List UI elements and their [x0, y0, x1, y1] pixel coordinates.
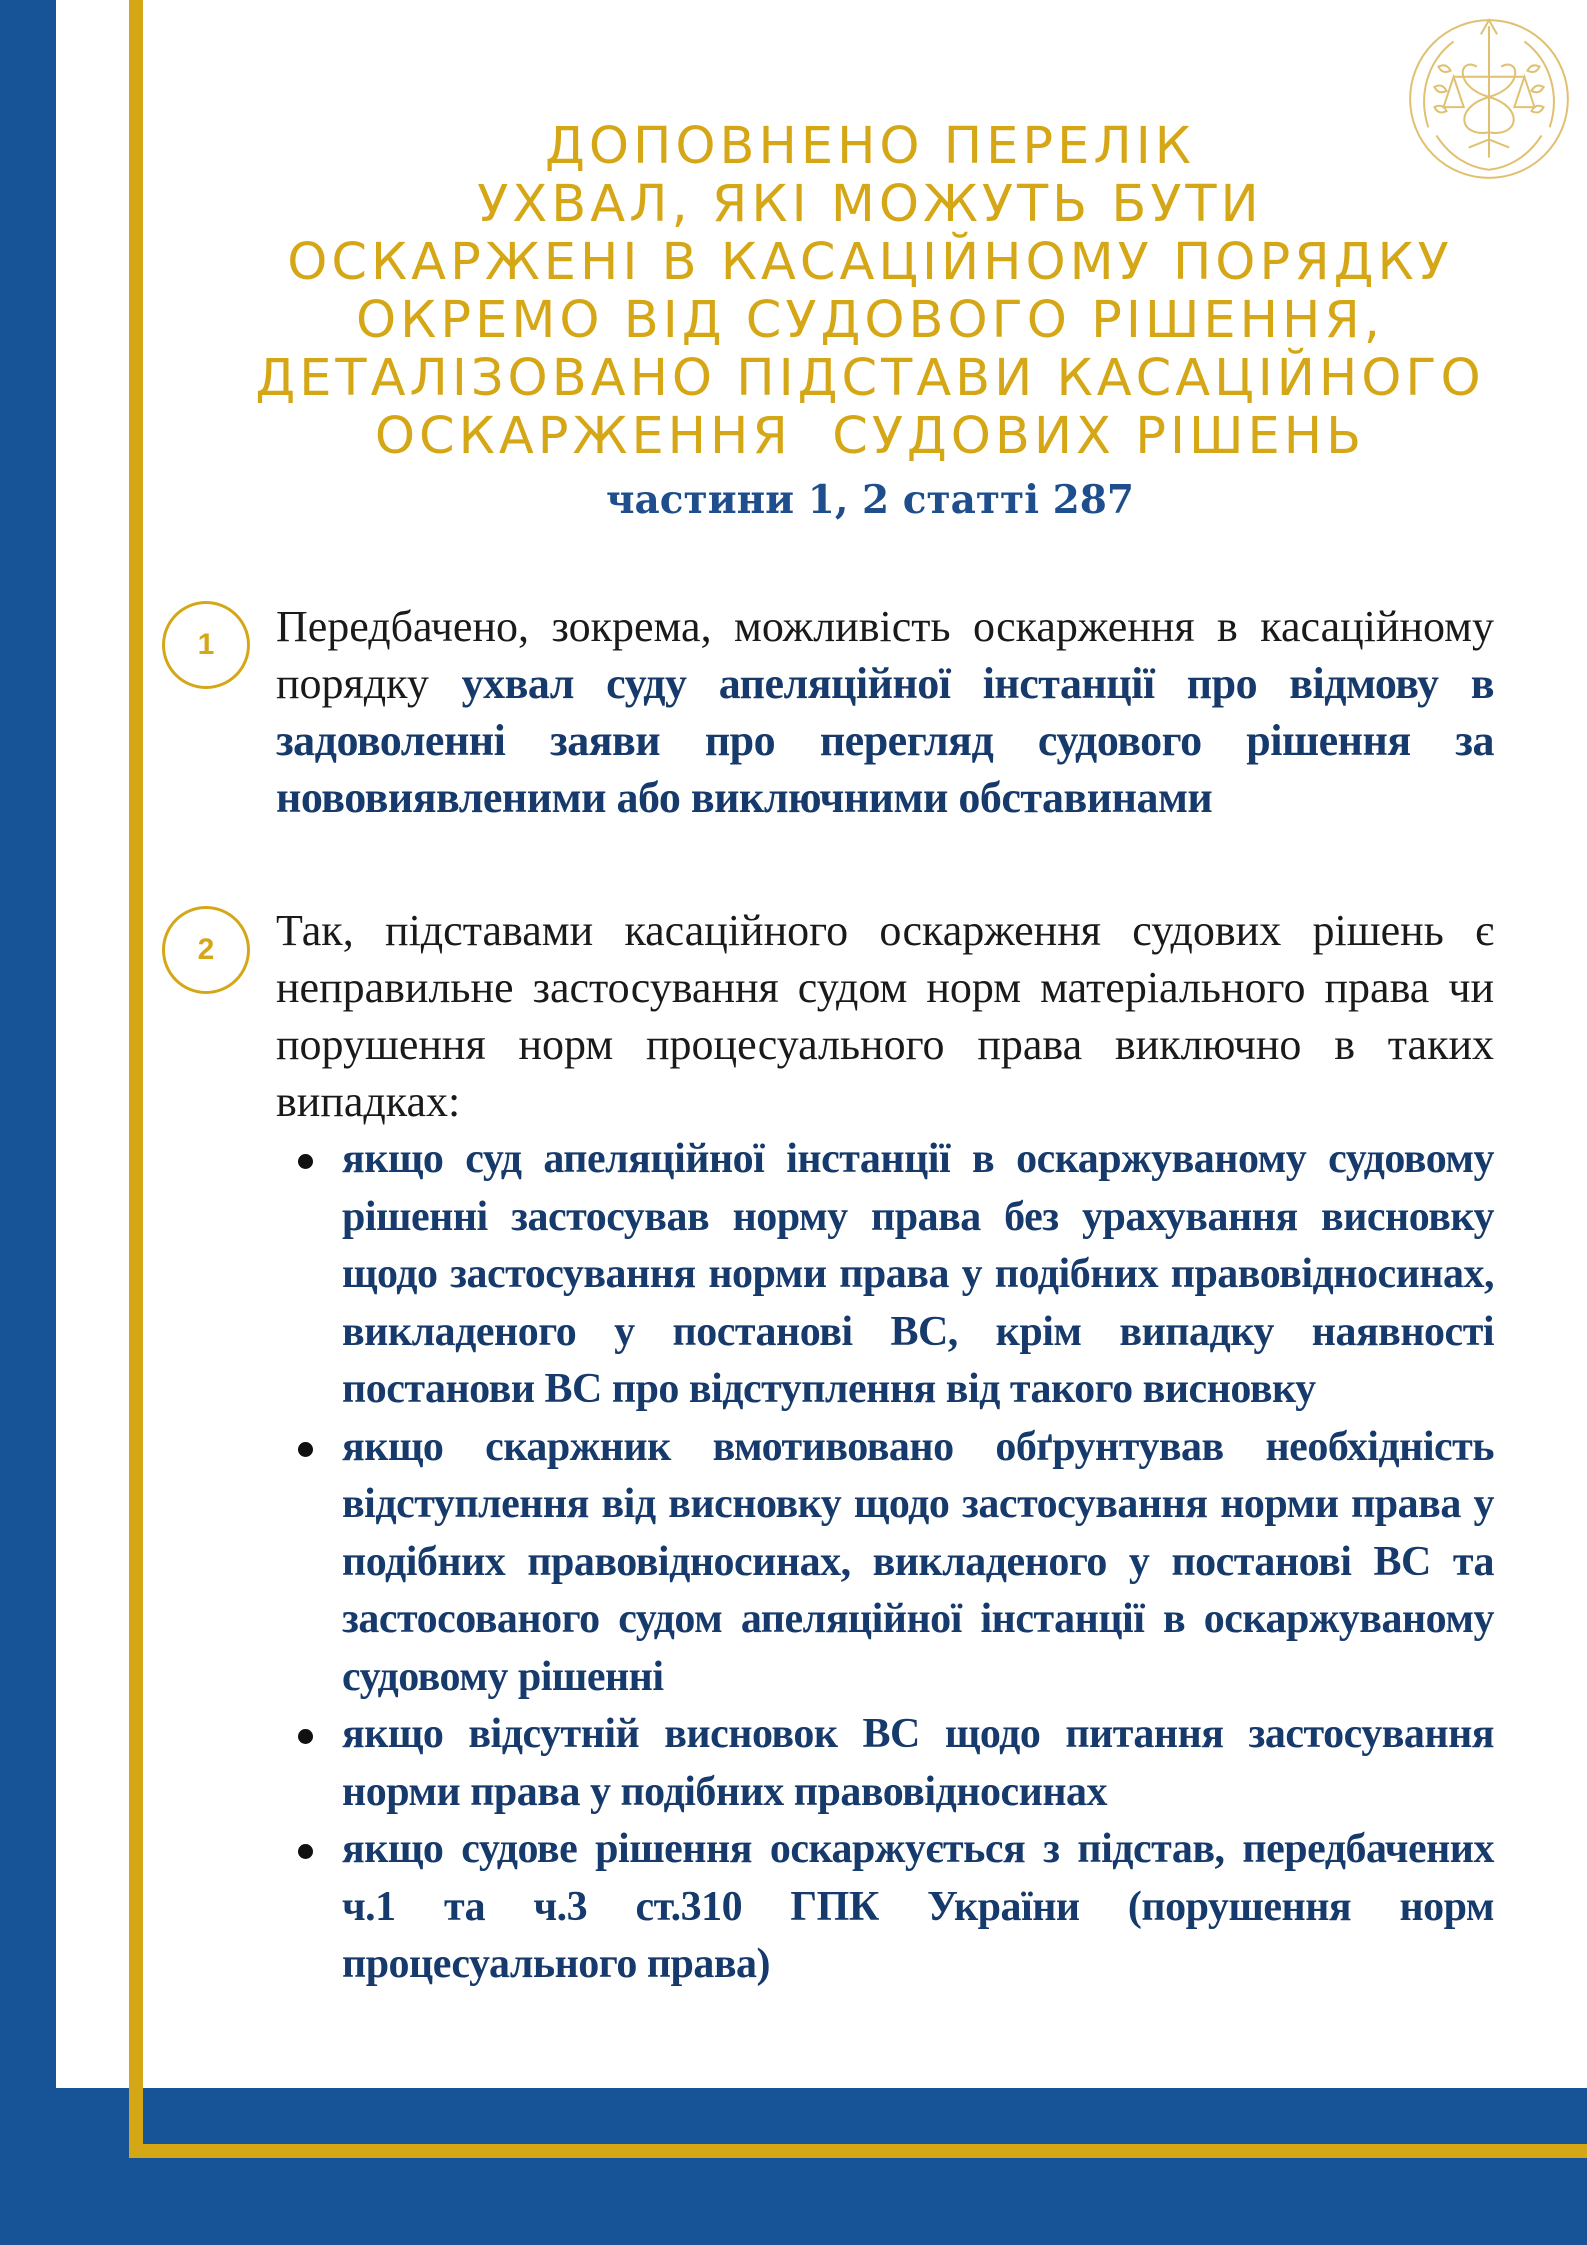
left-gold-line — [129, 0, 143, 2158]
item-1-text — [276, 598, 1494, 826]
list-item — [292, 1131, 1494, 1419]
bottom-blue-band — [0, 2088, 1587, 2245]
list-item — [292, 1821, 1494, 1994]
item-2-text: Так, підставами касаційного оскарження судових рішень є неправильне застосування судом норм матеріального права чи порушення норм процесуального права виключно в таких випадках: — [276, 906, 1494, 1126]
title-line: ОСКАРЖЕННЯ СУДОВИХ РІШЕНЬ — [374, 407, 1366, 466]
item-number-badge: 2 — [162, 906, 250, 994]
bullet-icon — [298, 1442, 313, 1457]
bullet-icon — [298, 1154, 313, 1169]
item-1-plain-text: Передбачено, зокрема, можливість оскарження в касаційному порядку — [276, 602, 1494, 708]
bullet-text: якщо судове рішення оскаржується з підстав, передбачених ч.1 та ч.3 ст.310 ГПК України (порушення норм процесуального права) — [342, 1826, 1494, 1987]
title-line: ДЕТАЛІЗОВАНО ПІДСТАВИ КАСАЦІЙНОГО — [255, 349, 1485, 408]
list-item — [292, 1419, 1494, 1707]
title-line: ДОПОВНЕНО ПЕРЕЛІК — [545, 117, 1195, 176]
page-subtitle: частини 1, 2 статті 287 — [605, 477, 1135, 523]
title-line: ОСКАРЖЕНІ В КАСАЦІЙНОМУ ПОРЯДКУ — [287, 233, 1453, 292]
list-item — [292, 1706, 1494, 1821]
bullet-text: якщо скаржник вмотивовано обґрунтував необхідність відступлення від висновку щодо застосування норми права у подібних правовідносинах, викладеного у постанові ВС та застосованого судом апеляційної інстанції в оскаржуваному судовому рішенні — [342, 1423, 1494, 1700]
title-line: УХВАЛ, ЯКІ МОЖУТЬ БУТИ — [477, 175, 1263, 234]
bullet-text: якщо відсутній висновок ВС щодо питання застосування норми права у подібних правовідносинах — [342, 1711, 1494, 1815]
item-1-bold-text: ухвал суду апеляційної інстанції про відмову в задоволенні заяви про перегляд судового рішення за нововиявленими або виключними обставинами — [276, 659, 1494, 822]
bottom-gold-line — [129, 2144, 1587, 2158]
page-title — [160, 118, 1580, 466]
bullet-icon — [298, 1729, 313, 1744]
left-blue-band — [0, 0, 56, 2245]
bullet-text: якщо суд апеляційної інстанції в оскаржуваному судовому рішенні застосував норму права без урахування висновку щодо застосування норми права у подібних правовідносинах, викладеного у постанові ВС, крім випадку наявності постанови ВС про відступлення від такого висновку — [342, 1136, 1494, 1412]
title-line: ОКРЕМО ВІД СУДОВОГО РІШЕННЯ, — [356, 291, 1384, 350]
item-2-bullet-list — [292, 1131, 1494, 1994]
item-number-badge: 1 — [162, 601, 250, 689]
bullet-icon — [298, 1844, 313, 1859]
